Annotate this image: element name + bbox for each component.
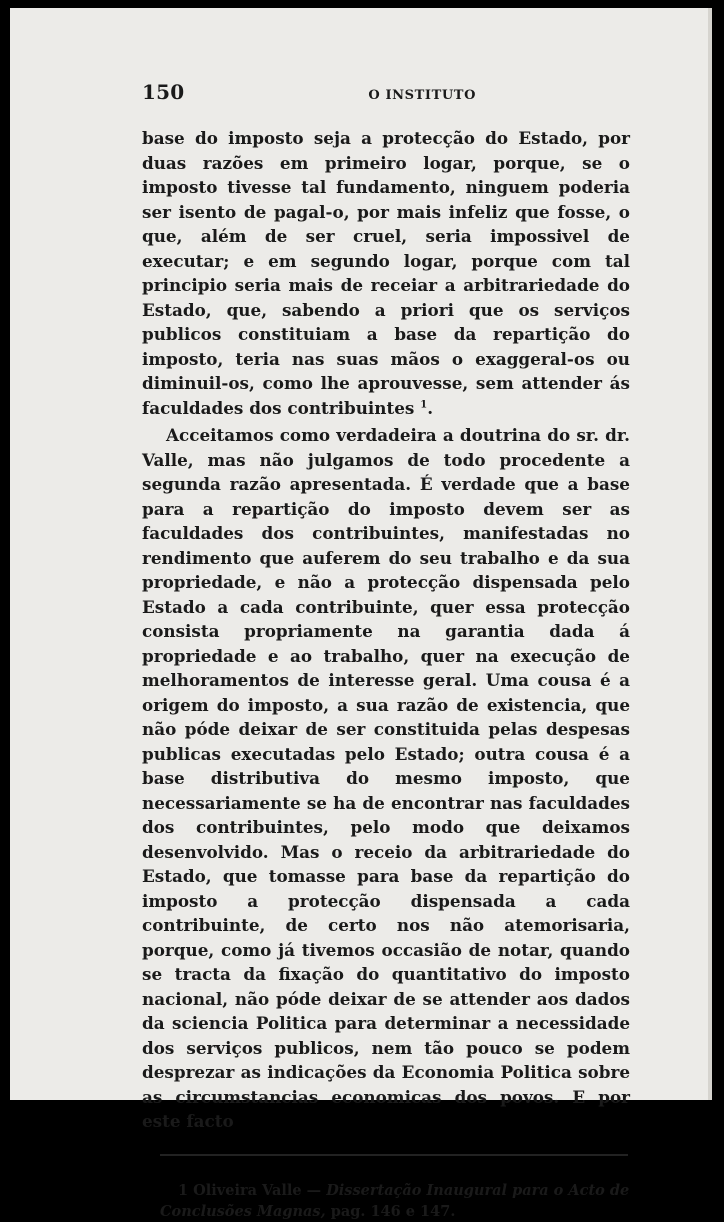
- paragraph-2: Acceitamos como verdadeira a doutrina do sr. dr. Valle, mas não julgamos de todo procedente a segunda razão apresentada. É verdade que a base para a repartição do imposto devem ser as faculdades dos contribuintes, manifestadas no rendimento que auferem do seu trabalho e da sua propriedade, e não a protecção dispensada pelo Estado a cada contribuinte, quer essa protecção consista propriamente na garantia dada á propriedade e ao trabalho, quer na execução de melhoramentos de interesse geral. Uma cousa é a origem do imposto, a sua razão de existencia, que não póde deixar de ser constituida pelas despesas publicas executadas pelo Estado; outra cousa é a base distributiva do mesmo imposto, que necessariamente se ha de encontrar nas faculdades dos contribuintes, pelo modo que deixamos desenvolvido. Mas o receio da arbitrariedade do Estado, que tomasse para base da repartição do imposto a protecção dispensada a cada contribuinte, de certo nos não atemorisaria, porque, como já tivemos occasião de notar, quando se tracta da fixação do quantitativo do imposto nacional, não póde deixar de se attender aos dados da sciencia Politica para determinar a necessidade dos serviços publicos, nem tão pouco se podem desprezar as indicações da Economia Politica sobre as circumstancias economicas dos povos. E por este facto: [142, 425, 630, 1131]
- footnote-title: Dissertação Inaugural para o Acto de Conclusões Magnas,: [160, 1181, 630, 1220]
- footnote-reference: 1: [420, 398, 428, 410]
- page-content: [142, 80, 630, 1222]
- footnote: [142, 1180, 630, 1222]
- page-header: [142, 80, 630, 112]
- paragraph-1: [142, 126, 630, 420]
- footnote-marker: 1: [178, 1181, 189, 1199]
- footnote-author: Oliveira Valle —: [193, 1181, 322, 1199]
- body-text: [142, 126, 630, 1134]
- paragraph-1-text: base do imposto seja a protecção do Estado, por duas razões em primeiro logar, porque, se o imposto tivesse tal fundamento, ninguem poderia ser isento de pagal-o, por mais infeliz que fosse, o que, além de ser cruel, seria impossivel de executar; e em segundo logar, porque com tal principio seria mais de receiar a arbitrariedade do Estado, que, sabendo a priori que os serviços publicos constituiam a base da repartição do imposto, teria nas suas mãos o exaggeral-os ou diminuil-os, como lhe aprouvesse, sem attender ás faculdades dos contribuintes: [142, 128, 630, 418]
- footnote-pages: pag. 146 e 147.: [330, 1202, 456, 1220]
- page-number: 150: [142, 80, 185, 104]
- footnote-divider: [160, 1154, 628, 1156]
- running-head: O INSTITUTO: [368, 88, 476, 103]
- paragraph-1-tail: .: [427, 397, 434, 418]
